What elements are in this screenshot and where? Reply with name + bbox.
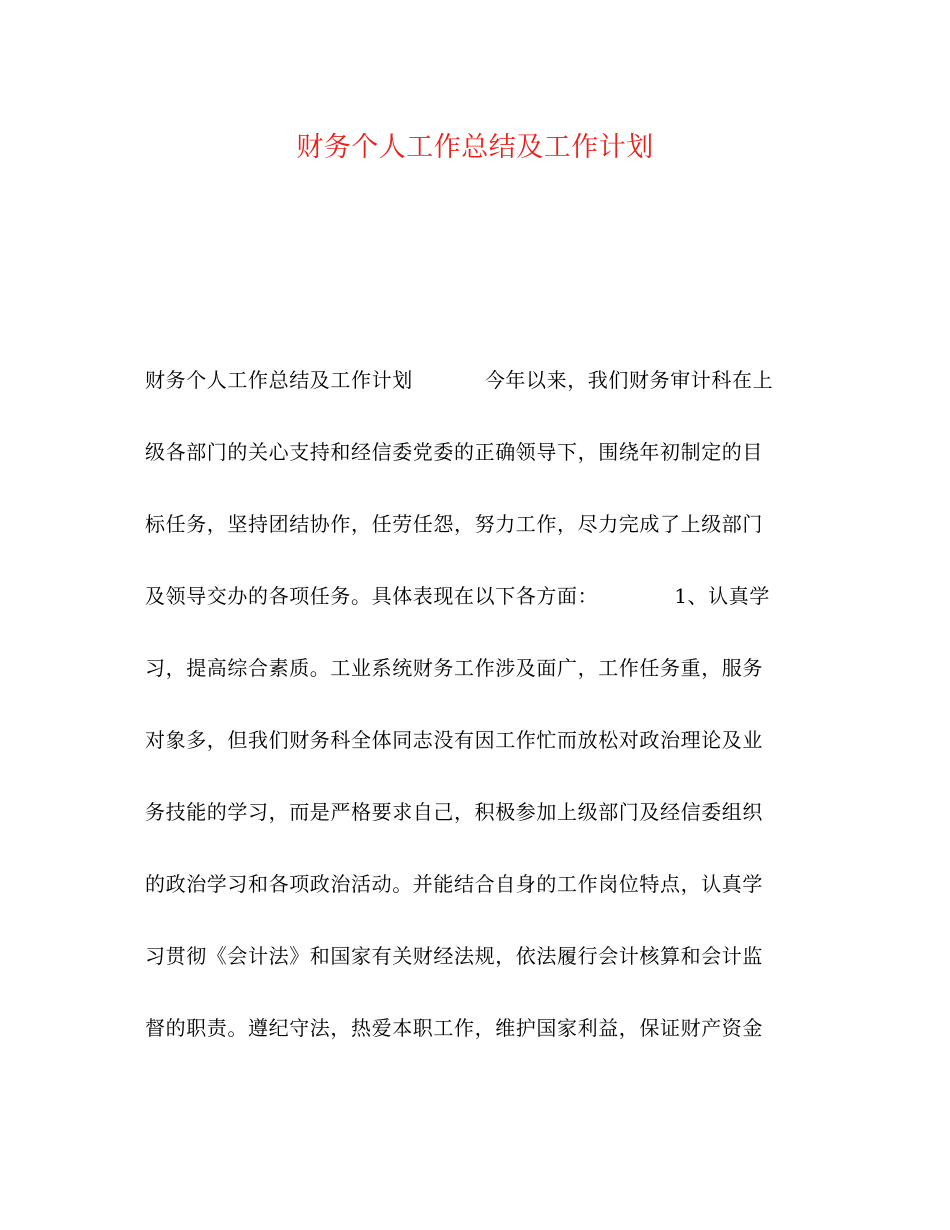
- paragraph-line-2: 级各部门的关心支持和经信委党委的正确领导下，围绕年初制定的目: [145, 440, 763, 464]
- paragraph-line-8: 的政治学习和各项政治活动。并能结合自身的工作岗位特点，认真学: [145, 872, 763, 896]
- paragraph-line-4: [145, 574, 810, 646]
- paragraph-line-7: 务技能的学习，而是严格要求自己，积极参加上级部门及经信委组织: [145, 800, 763, 824]
- line-1-heading: 财务个人工作总结及工作计划: [145, 368, 413, 392]
- document-title: 财务个人工作总结及工作计划: [296, 132, 654, 163]
- line-4-item: 1、认真学: [674, 584, 770, 608]
- line-1-text: 今年以来，我们财务审计科在上: [484, 368, 774, 392]
- document-body: [145, 358, 810, 1078]
- paragraph-line-1: [145, 358, 810, 430]
- paragraph-line-9: 习贯彻《会计法》和国家有关财经法规，依法履行会计核算和会计监: [145, 944, 763, 968]
- line-4-text: 及领导交办的各项任务。具体表现在以下各方面：: [145, 584, 599, 608]
- paragraph-line-3: 标任务，坚持团结协作，任劳任怨，努力工作，尽力完成了上级部门: [145, 512, 763, 536]
- paragraph-line-6: 对象多，但我们财务科全体同志没有因工作忙而放松对政治理论及业: [145, 728, 763, 752]
- paragraph-line-10: 督的职责。遵纪守法，热爱本职工作，维护国家利益，保证财产资金: [145, 1016, 763, 1040]
- paragraph-line-5: 习，提高综合素质。工业系统财务工作涉及面广，工作任务重，服务: [145, 656, 763, 680]
